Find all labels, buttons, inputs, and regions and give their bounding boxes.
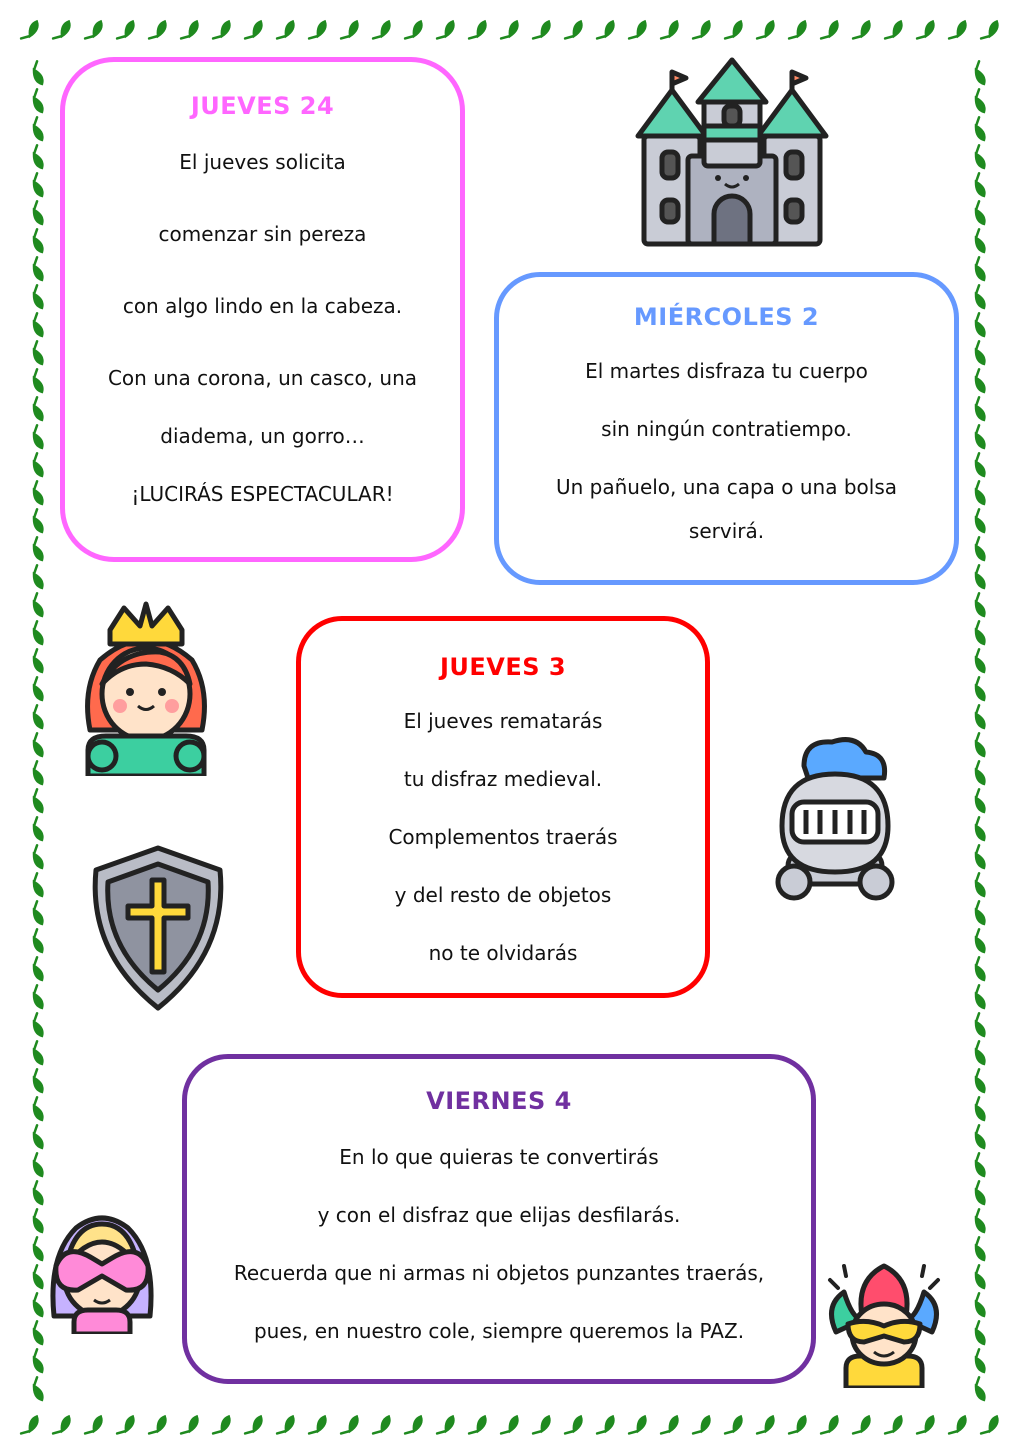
vine-leaf [28,117,48,141]
vine-leaf [970,481,990,505]
vine-leaf [853,19,871,43]
verse-line: En lo que quieras te convertirás [339,1145,659,1169]
vine-leaf [85,1414,103,1438]
vine-leaf [28,621,48,645]
vine-leaf [970,537,990,561]
vine-leaf [629,19,647,43]
vine-leaf [373,19,391,43]
vine-leaf [469,1414,487,1438]
verse-line-highlight: ¡LUCIRÁS ESPECTACULAR! [131,482,394,506]
vine-leaf [245,1414,263,1438]
vine-leaf [789,19,807,43]
vine-leaf [970,61,990,85]
vine-leaf [28,453,48,477]
vine-leaf [28,537,48,561]
vine-leaf [970,677,990,701]
vine-leaf [28,201,48,225]
vine-leaf [970,1209,990,1233]
vine-leaf [28,1041,48,1065]
vine-leaf [149,19,167,43]
vine-leaf [853,1414,871,1438]
verse-line: Con una corona, un casco, una [107,366,418,390]
castle-icon [634,54,830,250]
vine-leaf [405,1414,423,1438]
vine-leaf [28,929,48,953]
vine-leaf [28,1377,48,1401]
vine-leaf [28,313,48,337]
vine-leaf [970,1377,990,1401]
vine-leaf [28,733,48,757]
vine-leaf [28,1013,48,1037]
vine-leaf [789,1414,807,1438]
vine-leaf [970,313,990,337]
vine-leaf [28,1153,48,1177]
vine-border-bottom [0,1403,1024,1443]
vine-leaf [970,957,990,981]
vine-leaf [28,593,48,617]
vine-leaf [970,761,990,785]
vine-leaf [821,1414,839,1438]
verse-line: Un pañuelo, una capa o una bolsa [555,475,898,499]
vine-leaf [501,19,519,43]
vine-leaf [970,425,990,449]
vine-leaf [245,19,263,43]
vine-leaf [28,1097,48,1121]
vine-leaf [970,593,990,617]
vine-leaf [597,1414,615,1438]
vine-leaf [28,1125,48,1149]
vine-leaf [277,1414,295,1438]
vine-leaf [970,1041,990,1065]
vine-leaf [28,789,48,813]
vine-leaf [28,1181,48,1205]
vine-leaf [821,19,839,43]
vine-leaf [149,1414,167,1438]
vine-leaf [757,1414,775,1438]
vine-leaf [53,1414,71,1438]
vine-leaf [661,1414,679,1438]
vine-leaf [28,649,48,673]
vine-leaf [85,19,103,43]
verse-line: El jueves solicita [179,150,346,174]
vine-leaf [28,285,48,309]
verse-line: servirá. [688,519,765,543]
vine-leaf [213,19,231,43]
verse-line: El martes disfraza tu cuerpo [585,359,868,383]
verse-line: tu disfraz medieval. [403,767,603,791]
vine-leaf [181,1414,199,1438]
vine-leaf [53,19,71,43]
vine-leaf [28,481,48,505]
vine-leaf [117,1414,135,1438]
vine-leaf [28,901,48,925]
vine-leaf [970,397,990,421]
verse-line: y con el disfraz que elijas desfilarás. [317,1203,681,1227]
verse-line: Recuerda que ni armas ni objetos punzantes traerás, [233,1261,765,1285]
vine-leaf [533,1414,551,1438]
vine-leaf [970,1097,990,1121]
vine-leaf [28,845,48,869]
vine-leaf [970,1069,990,1093]
vine-leaf [565,1414,583,1438]
vine-leaf [970,1237,990,1261]
card-jueves-3 [296,616,710,998]
vine-leaf [341,1414,359,1438]
vine-leaf [970,817,990,841]
princess-icon [80,600,212,776]
vine-leaf [661,19,679,43]
vine-leaf [28,369,48,393]
vine-leaf [970,1265,990,1289]
verse-line: Complementos traerás [388,825,618,849]
vine-leaf [28,509,48,533]
vine-leaf [373,1414,391,1438]
vine-leaf [28,1349,48,1373]
vine-leaf [28,761,48,785]
vine-leaf [970,649,990,673]
vine-leaf [970,117,990,141]
card-viernes-4 [182,1054,816,1384]
vine-leaf [28,397,48,421]
vine-leaf [970,341,990,365]
vine-leaf [28,677,48,701]
knight-icon [774,734,896,910]
vine-leaf [309,1414,327,1438]
vine-leaf [28,425,48,449]
vine-leaf [970,1349,990,1373]
card-title: JUEVES 3 [439,653,567,681]
vine-leaf [970,257,990,281]
vine-leaf [970,1181,990,1205]
verse-line: El jueves rematarás [403,709,603,733]
vine-leaf [970,565,990,589]
vine-leaf [597,19,615,43]
vine-border-top [0,8,1024,48]
vine-leaf [565,19,583,43]
vine-leaf [725,1414,743,1438]
carnival-mask-icon [822,1260,946,1388]
verse-line: comenzar sin pereza [158,222,367,246]
verse-line: diadema, un gorro… [160,424,365,448]
vine-leaf [693,1414,711,1438]
vine-leaf [970,285,990,309]
verse-line: sin ningún contratiempo. [601,417,852,441]
vine-leaf [970,1153,990,1177]
vine-leaf [725,19,743,43]
vine-leaf [970,1321,990,1345]
shield-icon [86,842,230,1014]
verse-line: con algo lindo en la cabeza. [122,294,403,318]
vine-leaf [970,173,990,197]
verse-line: y del resto de objetos [394,883,612,907]
vine-leaf [917,19,935,43]
vine-leaf [970,229,990,253]
vine-leaf [213,1414,231,1438]
vine-leaf [970,873,990,897]
vine-leaf [28,1069,48,1093]
vine-leaf [28,257,48,281]
vine-leaf [28,817,48,841]
vine-leaf [28,565,48,589]
vine-leaf [28,89,48,113]
vine-leaf [28,341,48,365]
vine-leaf [970,145,990,169]
verse-line: pues, en nuestro cole, siempre queremos la PAZ. [253,1319,745,1343]
vine-leaf [28,61,48,85]
vine-leaf [885,1414,903,1438]
card-miercoles-2 [494,272,959,585]
vine-leaf [469,19,487,43]
card-jueves-24 [60,57,465,562]
vine-leaf [28,985,48,1009]
vine-leaf [28,173,48,197]
vine-leaf [970,845,990,869]
vine-leaf [970,929,990,953]
vine-leaf [970,1013,990,1037]
vine-leaf [28,957,48,981]
vine-leaf [970,509,990,533]
vine-leaf [28,229,48,253]
vine-leaf [970,369,990,393]
vine-leaf [181,19,199,43]
verse-line: no te olvidarás [428,941,578,965]
vine-leaf [917,1414,935,1438]
vine-leaf [28,705,48,729]
vine-leaf [970,1125,990,1149]
vine-leaf [970,789,990,813]
vine-leaf [28,145,48,169]
vine-leaf [885,19,903,43]
fairy-icon [46,1206,158,1334]
vine-leaf [533,19,551,43]
card-title: MIÉRCOLES 2 [633,303,820,331]
vine-leaf [970,621,990,645]
vine-leaf [277,19,295,43]
vine-leaf [501,1414,519,1438]
vine-leaf [309,19,327,43]
vine-leaf [117,19,135,43]
vine-leaf [437,19,455,43]
card-title: JUEVES 24 [190,92,335,120]
vine-leaf [970,985,990,1009]
vine-leaf [629,1414,647,1438]
vine-leaf [757,19,775,43]
vine-border-right [956,0,996,1451]
vine-leaf [970,201,990,225]
vine-leaf [970,89,990,113]
card-title: VIERNES 4 [426,1087,572,1115]
vine-leaf [970,1293,990,1317]
vine-leaf [28,873,48,897]
vine-leaf [970,733,990,757]
vine-leaf [970,705,990,729]
vine-leaf [693,19,711,43]
vine-leaf [970,453,990,477]
vine-leaf [405,19,423,43]
vine-leaf [341,19,359,43]
vine-leaf [970,901,990,925]
vine-leaf [437,1414,455,1438]
